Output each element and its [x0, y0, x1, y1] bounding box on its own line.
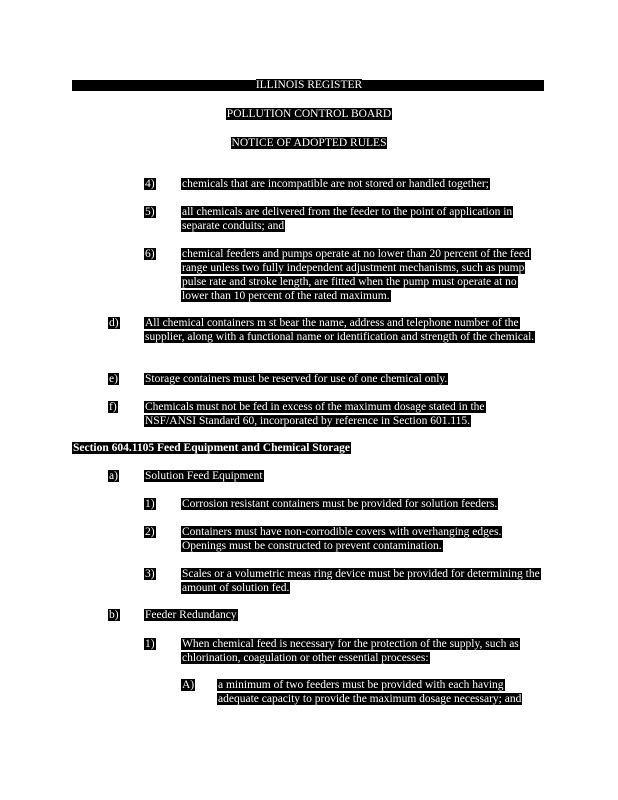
item-d-text: All chemical containers m st bear the name, address and telephone number of the supplier, along with a functional name or identification and strength of the chemical.	[145, 317, 535, 343]
sub-a-item-3-text: Scales or a volumetric meas ring device must be provided for determining the amount of solution fed.	[182, 568, 540, 594]
section-heading: Section 604.1105 Feed Equipment and Chemical Storage	[73, 442, 350, 454]
register-title-row	[0, 78, 618, 92]
board-title: POLLUTION CONTROL BOARD	[226, 108, 392, 120]
item-5-text: all chemicals are delivered from the feeder to the point of application in separate conduits; and	[182, 206, 513, 232]
sub-b-label: b)	[109, 609, 119, 621]
sub-b-item-1-label: 1)	[145, 638, 155, 650]
board-title-row	[0, 107, 618, 121]
sub-b-item-1-text: When chemical feed is necessary for the protection of the supply, such as chlorination, coagulation or other essential processes:	[182, 638, 519, 664]
item-6-label: 6)	[145, 248, 155, 260]
sub-b-title: Feeder Redundancy	[145, 609, 237, 621]
item-e-label: e)	[109, 373, 118, 385]
item-6-text: chemical feeders and pumps operate at no lower than 20 percent of the feed range unless two fully independent adjustment mechanisms, such as pump pulse rate and stroke length, are fitted when the pump must operate at no lower than 10 percent of the rated maximum.	[182, 248, 530, 302]
item-d-label: d)	[109, 317, 119, 329]
notice-title-row	[0, 136, 618, 150]
item-e-text: Storage containers must be reserved for use of one chemical only.	[145, 373, 448, 385]
sub-a-item-1-label: 1)	[145, 498, 155, 510]
sub-b-item-a-label: A)	[182, 679, 195, 691]
sub-a-item-2-label: 2)	[145, 526, 155, 538]
item-f-label: f)	[109, 401, 117, 413]
item-f-text: Chemicals must not be fed in excess of the maximum dosage stated in the NSF/ANSI Standard 60, incorporated by reference in Section 601.115.	[145, 401, 485, 427]
register-title: ILLINOIS REGISTER	[255, 79, 363, 91]
sub-b-item-a-text: a minimum of two feeders must be provided with each having adequate capacity to provide the maximum dosage necessary; and	[218, 679, 522, 705]
item-4-label: 4)	[145, 178, 155, 190]
sub-a-title: Solution Feed Equipment	[145, 470, 263, 482]
sub-a-item-3-label: 3)	[145, 568, 155, 580]
item-5-label: 5)	[145, 206, 155, 218]
notice-title: NOTICE OF ADOPTED RULES	[231, 137, 387, 149]
sub-a-label: a)	[109, 470, 118, 482]
sub-a-item-1-text: Corrosion resistant containers must be provided for solution feeders.	[182, 498, 498, 510]
item-4-text: chemicals that are incompatible are not stored or handled together;	[182, 178, 489, 190]
sub-a-item-2-text: Containers must have non-corrodible covers with overhanging edges. Openings must be constructed to prevent contamination.	[182, 526, 502, 552]
